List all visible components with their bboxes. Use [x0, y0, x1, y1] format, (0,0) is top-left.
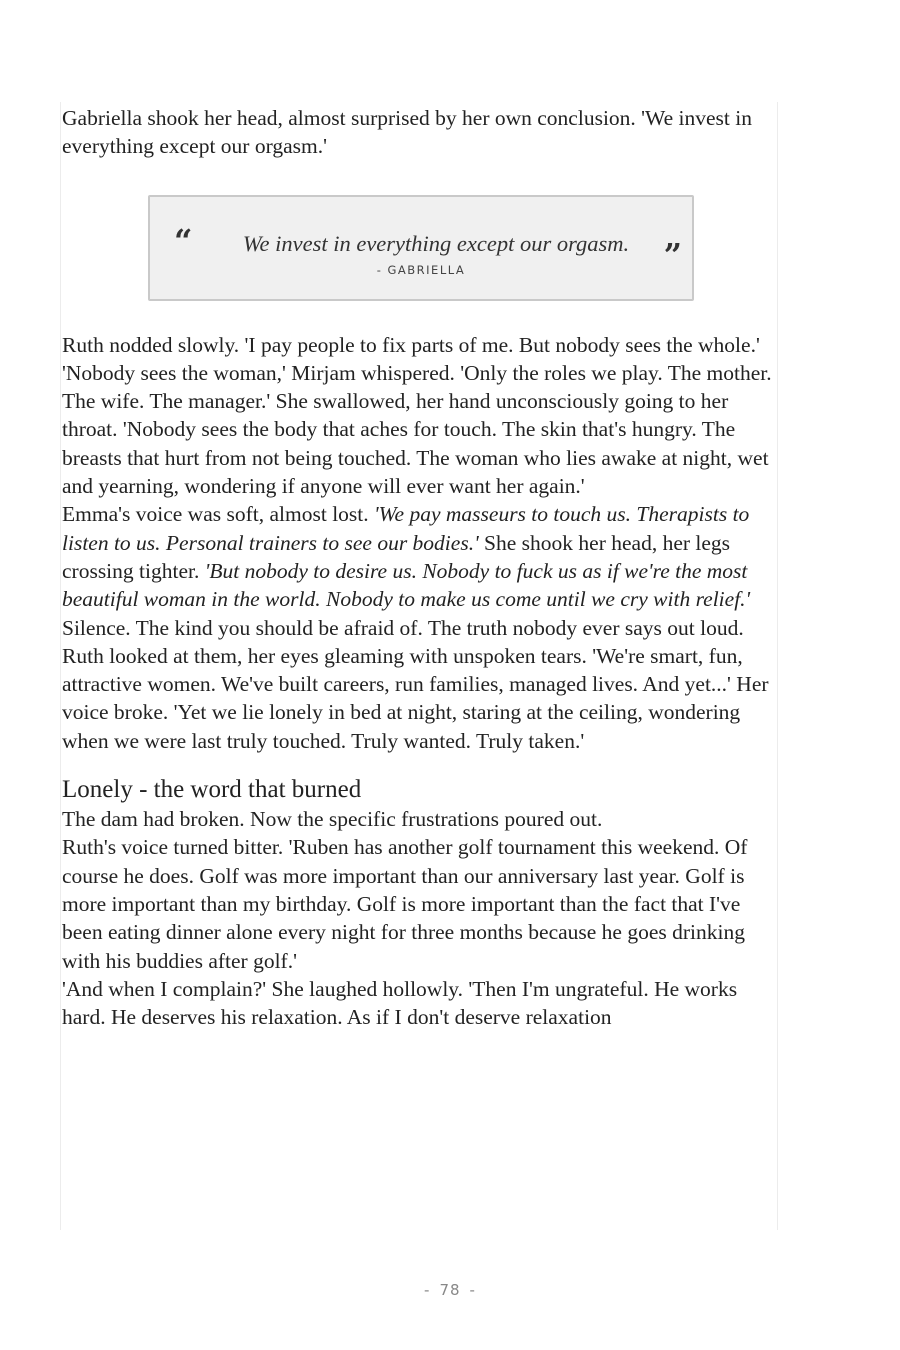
- footer-dash-right: -: [469, 1281, 476, 1299]
- paragraph-ruth-bitter: Ruth's voice turned bitter. 'Ruben has another golf tournament this weekend. Of course he does. Golf was more important than our anniversary last year. Golf is more important than my birthday. Golf is more important than the fact that I've been eating dinner alone every night for three months because he goes drinking with his buddies after golf.': [62, 835, 748, 973]
- footer-dash-left: -: [424, 1281, 431, 1299]
- paragraph-silence: Silence. The kind you should be afraid of. The truth nobody ever says out loud.: [62, 615, 744, 640]
- paragraph-gabriella: Gabriella shook her head, almost surprised by her own conclusion. 'We invest in everything except our orgasm.': [62, 106, 752, 159]
- page-content: [60, 102, 778, 1230]
- emma-text-1: Emma's voice was soft, almost lost.: [62, 502, 375, 527]
- pull-quote-box: [148, 195, 694, 301]
- pull-quote-author: - GABRIELLA: [376, 262, 466, 277]
- paragraph-dam: The dam had broken. Now the specific frustrations poured out.: [62, 807, 603, 832]
- page-footer: [0, 1281, 900, 1299]
- paragraph-complain: 'And when I complain?' She laughed hollowly. 'Then I'm ungrateful. He works hard. He deserves his relaxation. As if I don't deserve relaxation: [62, 976, 738, 1030]
- close-quote-icon: ”: [663, 235, 682, 274]
- paragraph-emma: [62, 500, 777, 613]
- open-quote-icon: “: [174, 221, 193, 260]
- pull-quote-text: We invest in everything except our orgasm.: [242, 230, 630, 256]
- emma-italic-1: 'We pay masseurs to touch us. Therapists to listen to us. Personal trainers to see our bodies.': [62, 502, 750, 555]
- paragraph-mirjam: 'Nobody sees the woman,' Mirjam whispered. 'Only the roles we play. The mother. The wife. The manager.' She swallowed, her hand unconsciously going to her throat. 'Nobody sees the body that aches for touch. The skin that's hungry. The breasts that hurt from not being touched. The woman who lies awake at night, wet and yearning, wondering if anyone will ever want her again.': [62, 360, 772, 499]
- emma-text-2: She shook her head, her legs crossing tighter.: [62, 530, 731, 583]
- page-number: 78: [439, 1281, 461, 1299]
- section-heading: Lonely - the word that burned: [62, 776, 362, 804]
- paragraph-ruth-looked: Ruth looked at them, her eyes gleaming with unspoken tears. 'We're smart, fun, attractive women. We've built careers, run families, managed lives. And yet...' Her voice broke. 'Yet we lie lonely in bed at night, staring at the ceiling, wondering when we were last truly touched. Truly wanted. Truly taken.': [62, 643, 769, 753]
- emma-italic-2: 'But nobody to desire us. Nobody to fuck us as if we're the most beautiful woman in the world. Nobody to make us come until we cry with relief.': [62, 558, 751, 612]
- paragraph-ruth-nodded: Ruth nodded slowly. 'I pay people to fix parts of me. But nobody sees the whole.': [62, 332, 760, 357]
